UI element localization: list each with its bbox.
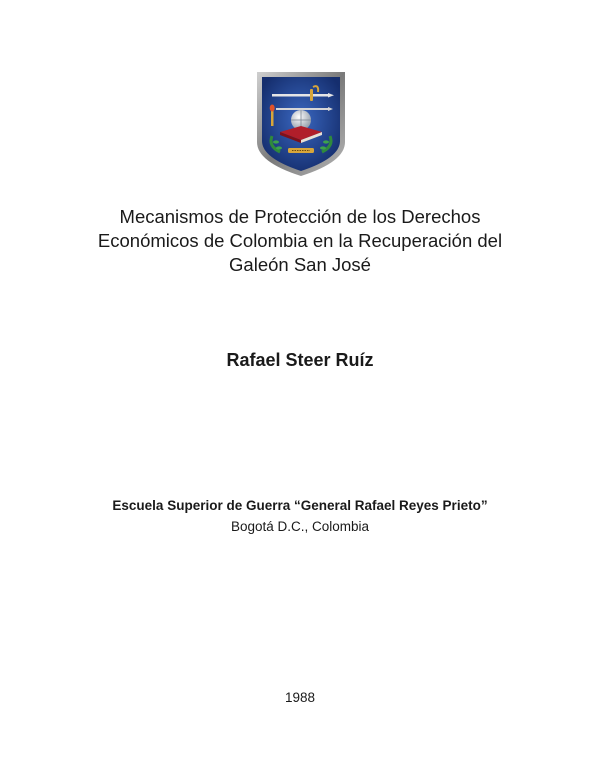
- title-line-2: Económicos de Colombia en la Recuperación del: [97, 230, 503, 251]
- military-school-crest-icon: [254, 70, 348, 178]
- author-name: Rafael Steer Ruíz: [226, 350, 374, 370]
- title-line-1: Mecanismos de Protección de los Derechos: [119, 206, 481, 227]
- institution-location: Bogotá D.C., Colombia: [230, 519, 370, 534]
- title-line-3: Galeón San José: [229, 254, 371, 275]
- institution-name: Escuela Superior de Guerra “General Rafael Reyes Prieto”: [112, 498, 488, 513]
- publication-year: 1988: [284, 690, 316, 705]
- document-title: [60, 205, 540, 277]
